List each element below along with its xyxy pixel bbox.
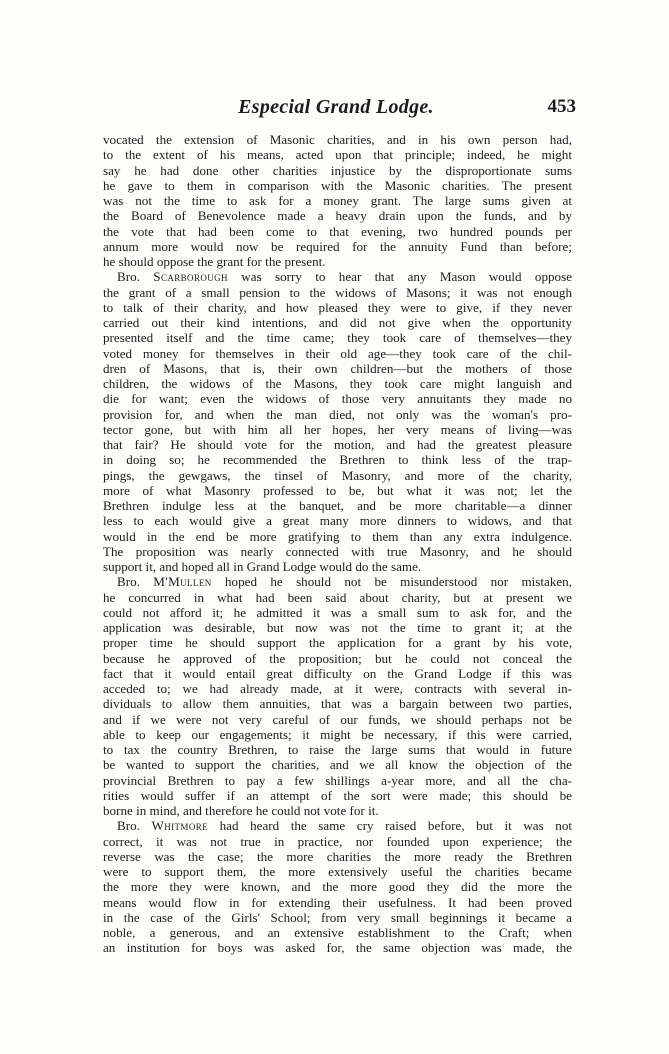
text-line: reverse was the case; the more charities the more ready the Brethren	[103, 848, 572, 864]
text-line: rities would suffer if an attempt of the sort were made; this should be	[103, 787, 572, 803]
speaker-name: M'Mullen	[153, 574, 212, 590]
text-line: to the extent of his means, acted upon that principle; indeed, he might	[103, 147, 572, 163]
text-line: support it, and hoped all in Grand Lodge would do the same.	[103, 559, 422, 574]
text-line: Brethren indulge less at the banquet, and be more charitable—a dinner	[103, 498, 572, 513]
speaker-name: Whitmore	[151, 818, 209, 834]
text-line: presented itself and the time came; they took care of themselves—they	[103, 330, 572, 346]
speaker-prefix: Bro.	[117, 269, 154, 285]
text-line	[103, 574, 572, 589]
page-number: 453	[547, 96, 576, 117]
text-line: less to each would give a great many more dinners to widows, and that	[103, 513, 572, 529]
text-line: he concurred in what had been said about charity, but at present we	[103, 589, 572, 605]
text-line: die for want; even the widows of those very annuitants they made no	[103, 391, 572, 407]
text-line: provision for, and when the man died, not only was the woman's pro-	[103, 406, 572, 422]
text-line: an institution for boys was asked for, the same objection was made, the	[103, 940, 572, 956]
speaker-prefix: Bro.	[117, 818, 152, 834]
text-line: correct, it was not true in practice, nor founded upon experience; the	[103, 833, 572, 849]
text-line	[103, 818, 572, 833]
line-text: had heard the same cry raised before, but it was not	[208, 818, 572, 834]
text-line: annum more would now be required for the annuity Fund than before;	[103, 238, 572, 254]
text-line: the Board of Benevolence made a heavy drain upon the funds, and by	[103, 208, 572, 224]
text-line	[103, 269, 572, 284]
text-line: because he approved of the proposition; but he could not conceal the	[103, 650, 572, 666]
text-line: the grant of a small pension to the widows of Masons; it was not enough	[103, 284, 572, 300]
text-line: proper time he should support the application for a grant by his vote,	[103, 635, 572, 651]
text-line: say he had done other charities injustice by the disproportionate sums	[103, 162, 572, 178]
line-text: hoped he should not be misunderstood nor mistaken,	[211, 574, 572, 590]
text-line: were to support them, the more extensively useful the charities became	[103, 864, 572, 879]
text-line: carried out their kind intentions, and did not give when the opportunity	[103, 315, 572, 330]
text-line: borne in mind, and therefore he could not vote for it.	[103, 803, 379, 818]
text-line: means would flow in for extending their usefulness. It had been proved	[103, 894, 572, 910]
text-line: could not afford it; he admitted it was a small sum to ask for, and the	[103, 604, 572, 620]
running-title: Especial Grand Lodge.	[238, 96, 434, 118]
text-line: and if we were not very careful of our funds, we should perhaps not be	[103, 711, 572, 727]
text-line: in doing so; he recommended the Brethren to think less of the trap-	[103, 452, 572, 468]
text-line: dren of Masons, that is, their own children—but the mothers of those	[103, 360, 572, 376]
speaker-prefix: Bro.	[117, 574, 154, 590]
text-line: pings, the gewgaws, the tinsel of Masonry, and more of the charity,	[103, 467, 572, 483]
text-line: noble, a generous, and an extensive establishment to the Craft; when	[103, 925, 572, 940]
text-line: fact that it would entail great difficulty on the Grand Lodge if this was	[103, 665, 572, 681]
text-line: in the case of the Girls' School; from very small beginnings it became a	[103, 909, 572, 925]
text-line: able to keep our engagements; it might be necessary, if this were carried,	[103, 726, 572, 742]
text-line: be wanted to support the charities, and we all know the objection of the	[103, 757, 572, 773]
text-line: acceded to; we had already made, at it were, contracts with several in-	[103, 681, 572, 696]
text-line: The proposition was nearly connected with true Masonry, and he should	[103, 543, 572, 559]
speaker-name: Scarborough	[153, 269, 228, 285]
text-line: he gave to them in comparison with the Masonic charities. The present	[103, 177, 572, 193]
text-line: more of what Masonry professed to be, but what it was not; let the	[103, 482, 572, 498]
text-line: he should oppose the grant for the present.	[103, 254, 326, 269]
text-line: the vote that had been come to that evening, two hundred pounds per	[103, 223, 572, 239]
text-line: voted money for themselves in their old age—they took care of the chil-	[103, 345, 572, 361]
line-text: was sorry to hear that any Mason would oppose	[227, 269, 573, 285]
text-line: that fair? He should vote for the motion, and had the greatest pleasure	[103, 437, 572, 452]
text-line: to tax the country Brethren, to raise the large sums that would in future	[103, 742, 572, 757]
text-line: tector gone, but with him all her hopes, her very means of living—was	[103, 421, 572, 437]
text-line: the more they were known, and the more good they did the more the	[103, 879, 572, 895]
text-line: vocated the extension of Masonic charities, and in his own person had,	[103, 132, 572, 147]
text-line: dividuals to allow them annuities, that was a bargain between two parties,	[103, 696, 572, 712]
text-line: would in the end be more gratifying to them than any extra indulgence.	[103, 528, 572, 544]
body-text	[103, 132, 572, 956]
text-line: was not the time to ask for a money grant. The large sums given at	[103, 193, 572, 208]
page-header	[96, 96, 576, 124]
text-line: children, the widows of the Masons, they took care might languish and	[103, 376, 572, 391]
text-line: provincial Brethren to pay a few shillings a-year more, and all the cha-	[103, 772, 572, 788]
text-line: to talk of their charity, and how pleased they were to give, if they never	[103, 299, 572, 315]
text-line: application was desirable, but now was not the time to grant it; at the	[103, 620, 572, 635]
